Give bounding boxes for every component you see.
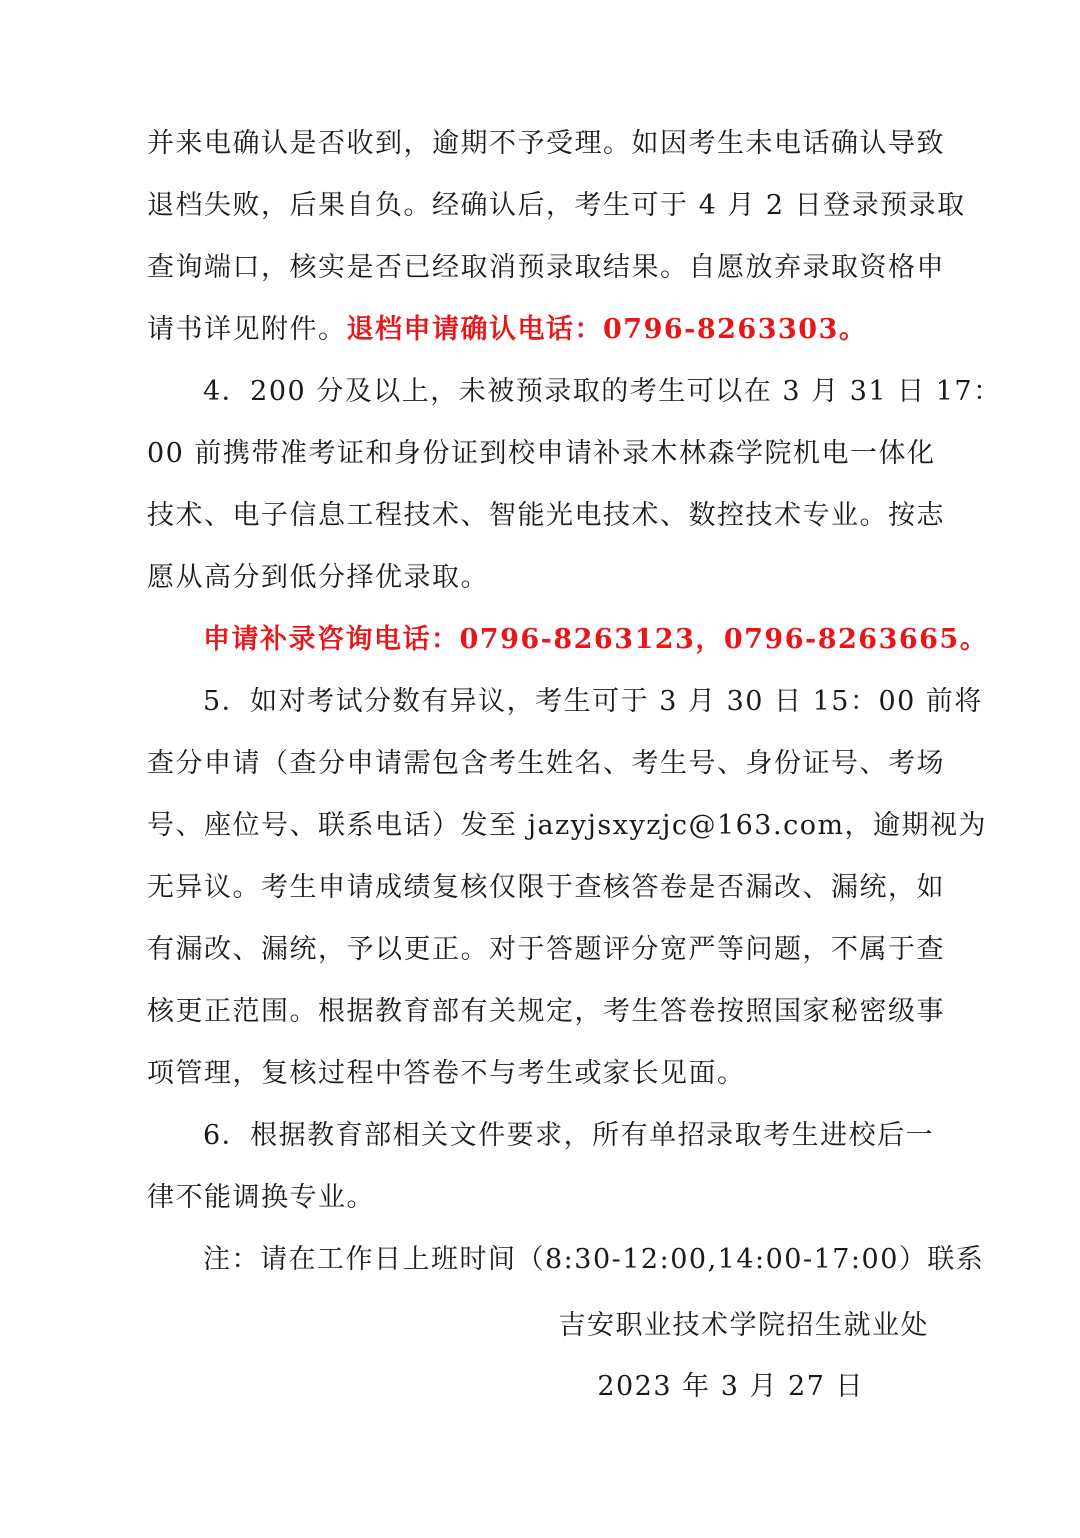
item-5-line: 核更正范围。根据教育部有关规定，考生答卷按照国家秘密级事 xyxy=(147,996,945,1027)
item-6-line: 律不能调换专业。 xyxy=(147,1182,375,1213)
item-4-line: 愿从高分到低分择优录取。 xyxy=(147,562,489,593)
paragraph-line: 查询端口，核实是否已经取消预录取结果。自愿放弃录取资格申 xyxy=(147,252,945,283)
item-5-line: 查分申请（查分申请需包含考生姓名、考生号、身份证号、考场 xyxy=(147,748,945,779)
signature-date: 2023 年 3 月 27 日 xyxy=(597,1371,864,1402)
paragraph-line: 退档失败，后果自负。经确认后，考生可于 4 月 2 日登录预录取 xyxy=(147,190,966,221)
item-4-line: 4．200 分及以上，未被预录取的考生可以在 3 月 31 日 17： xyxy=(203,376,1002,407)
paragraph-text: 请书详见附件。 xyxy=(147,314,347,345)
paragraph-line: 并来电确认是否收到，逾期不予受理。如因考生未电话确认导致 xyxy=(147,128,945,159)
document-body xyxy=(147,113,1002,1291)
signature-org: 吉安职业技术学院招生就业处 xyxy=(558,1310,929,1341)
office-hours-note: 注：请在工作日上班时间（8:30-12:00,14:00-17:00）联系 xyxy=(203,1244,985,1275)
item-5-line: 5．如对考试分数有异议，考生可于 3 月 30 日 15：00 前将 xyxy=(203,686,983,717)
item-5-line: 号、座位号、联系电话）发至 jazyjsxyzjc@163.com，逾期视为 xyxy=(147,810,988,841)
paragraph-line xyxy=(147,299,933,361)
item-5-line: 无异议。考生申请成绩复核仅限于查核答卷是否漏改、漏统，如 xyxy=(147,872,945,903)
item-5-line: 有漏改、漏统，予以更正。对于答题评分宽严等问题，不属于查 xyxy=(147,934,945,965)
item-4-line: 技术、电子信息工程技术、智能光电技术、数控技术专业。按志 xyxy=(147,500,945,531)
item-5-line: 项管理，复核过程中答卷不与考生或家长见面。 xyxy=(147,1058,746,1089)
item-4-line: 00 前携带准考证和身份证到校申请补录木林森学院机电一体化 xyxy=(147,438,936,469)
withdrawal-phone-notice: 退档申请确认电话：0796-8263303。 xyxy=(346,314,868,345)
item-6-line: 6．根据教育部相关文件要求，所有单招录取考生进校后一 xyxy=(203,1120,935,1151)
supplement-phone-notice: 申请补录咨询电话：0796-8263123，0796-8263665。 xyxy=(203,624,989,655)
